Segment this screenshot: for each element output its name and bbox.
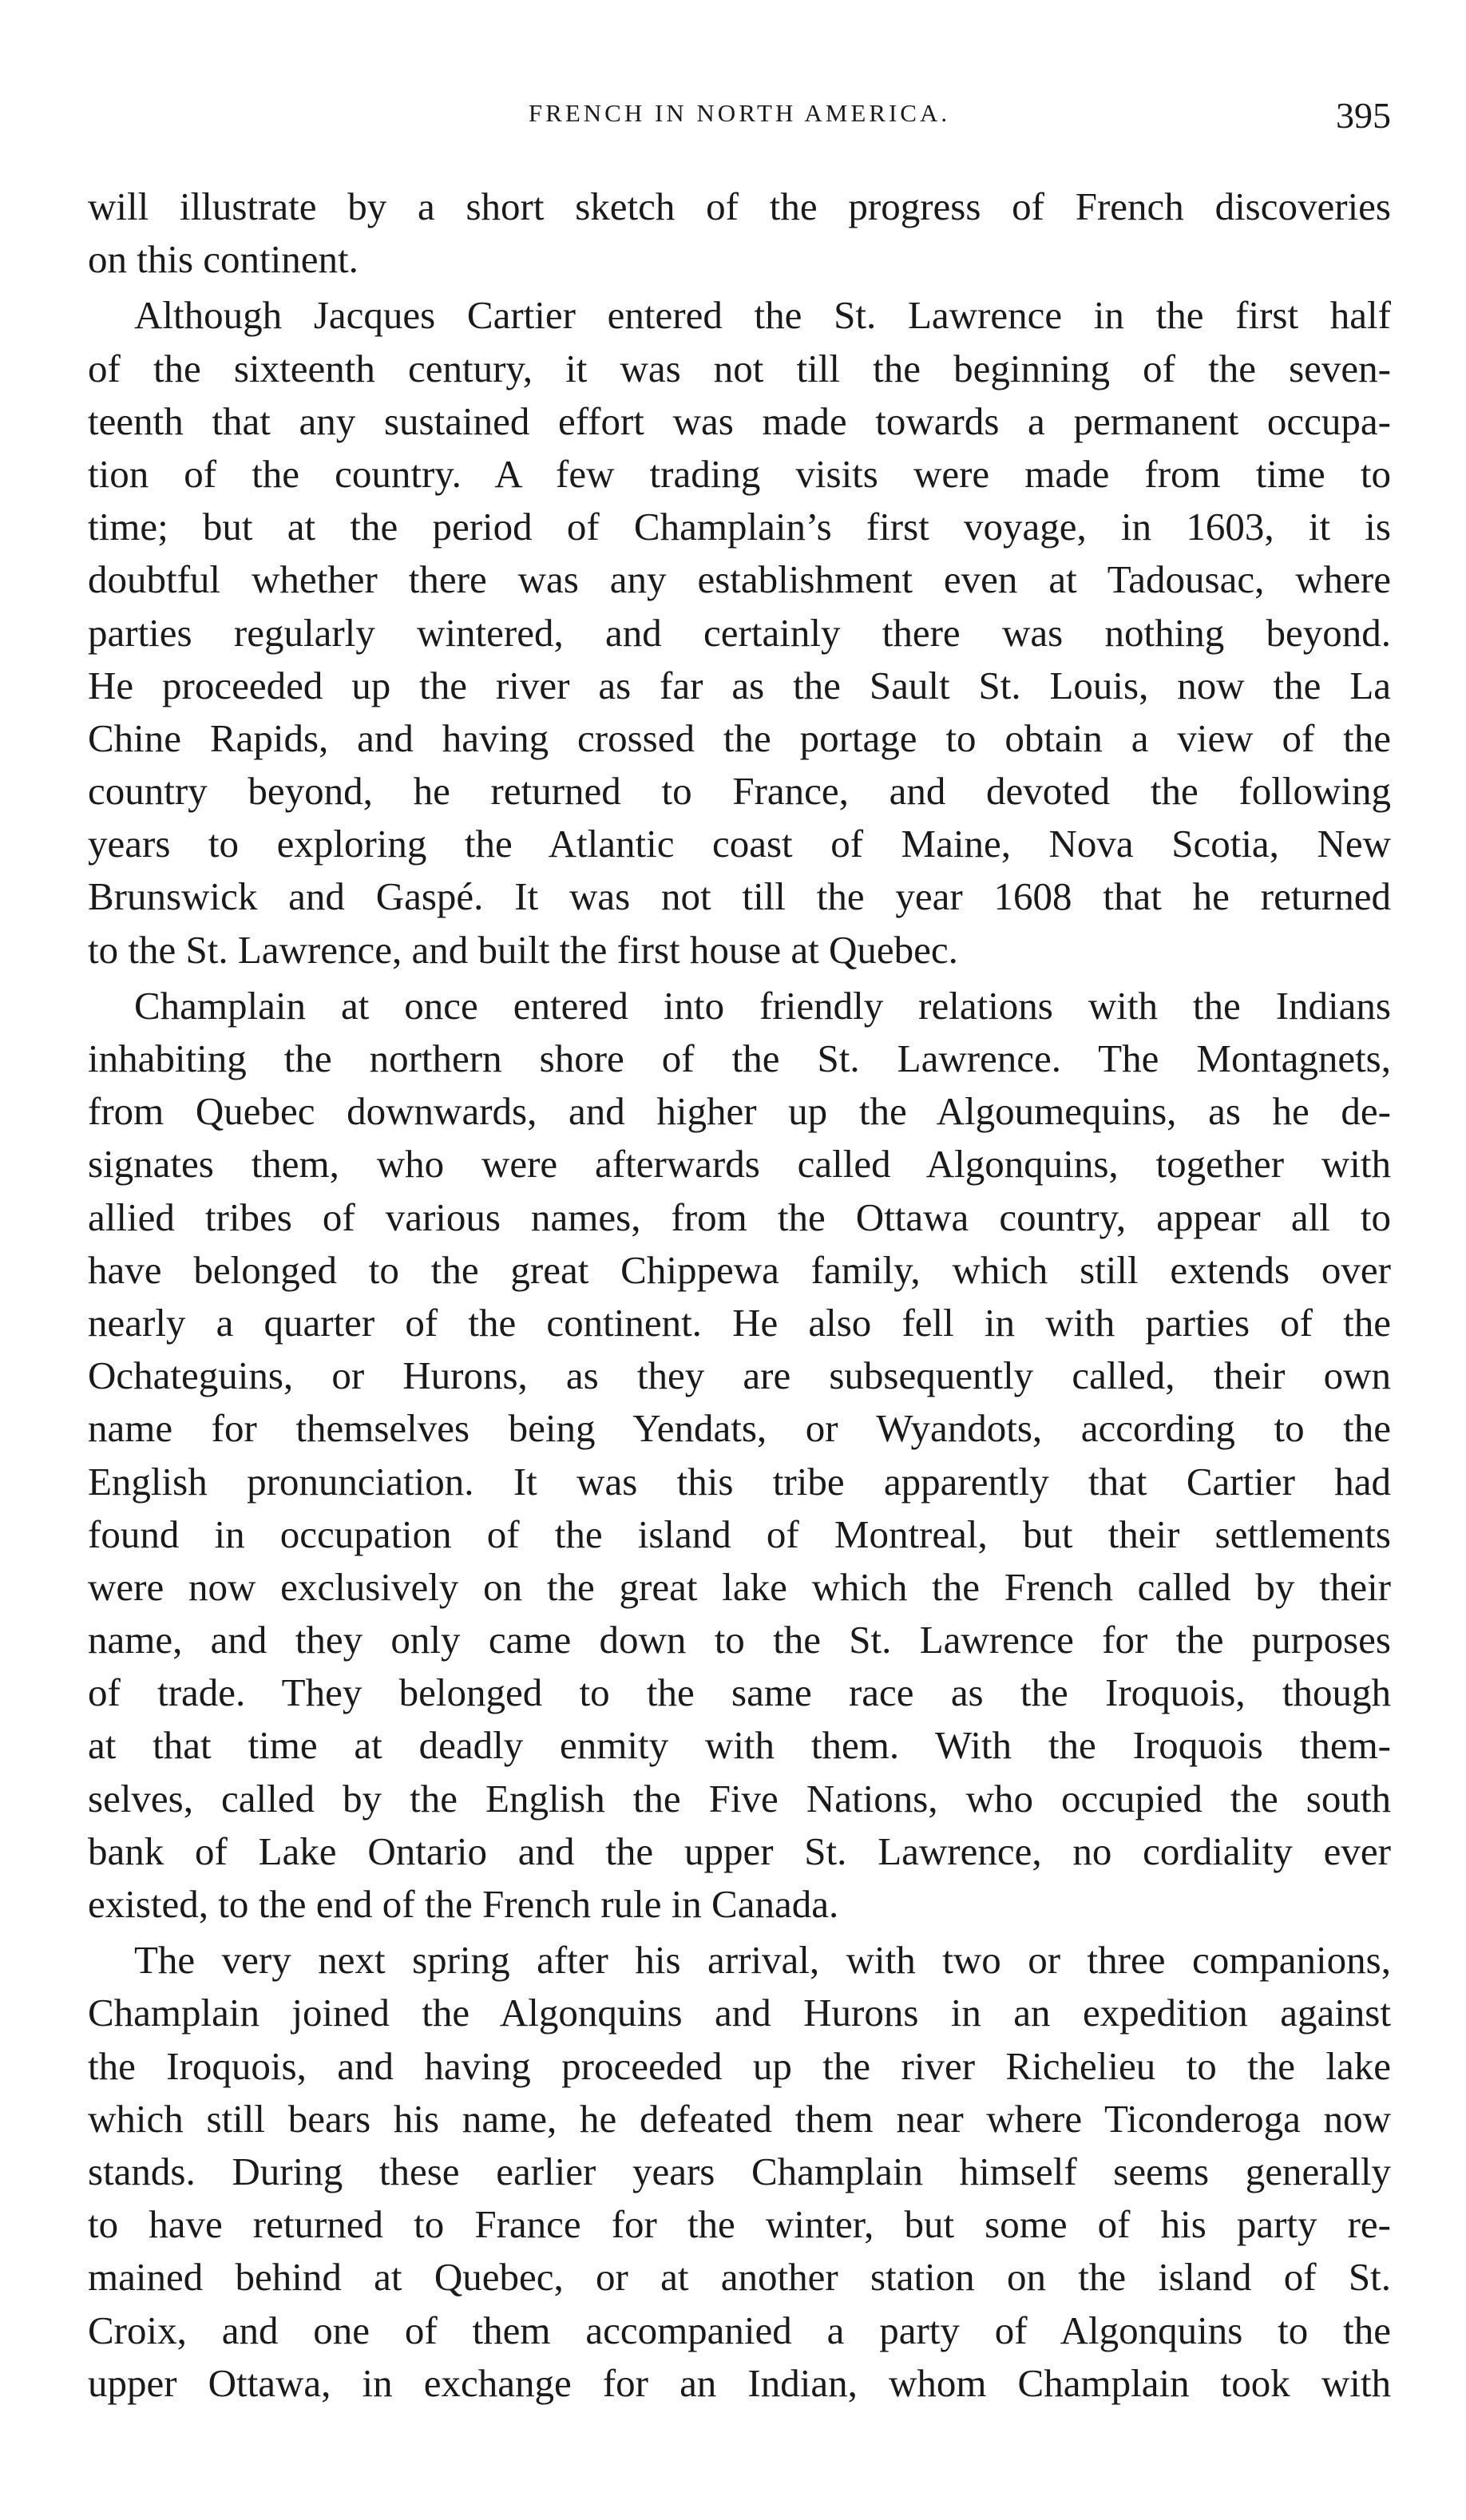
text-line: mained behind at Quebec, or at another station on the island of St. [88, 2255, 1391, 2300]
paragraph [88, 1934, 1391, 2410]
text-line: allied tribes of various names, from the Ottawa country, appear all to [88, 1195, 1391, 1239]
text-line: name, and they only came down to the St. Lawrence for the purposes [88, 1618, 1391, 1662]
text-line: tion of the country. A few trading visits were made from time to [88, 451, 1391, 496]
text-line: which still bears his name, he defeated them near where Ticonderoga now [88, 2096, 1391, 2141]
text-line: years to exploring the Atlantic coast of Maine, Nova Scotia, New [88, 822, 1391, 866]
text-line: at that time at deadly enmity with them. With the Iroquois them- [88, 1723, 1391, 1768]
text-line: will illustrate by a short sketch of the progress of French discoveries [88, 184, 1391, 228]
text-body [88, 180, 1391, 2413]
paragraph [88, 180, 1391, 286]
text-line: time; but at the period of Champlain’s first voyage, in 1603, it is [88, 505, 1391, 549]
text-line: He proceeded up the river as far as the Sault St. Louis, now the La [88, 663, 1391, 707]
text-line: on this continent. [88, 237, 359, 282]
text-line: stands. During these earlier years Champlain himself seems generally [88, 2149, 1391, 2193]
running-title: FRENCH IN NORTH AMERICA. [528, 99, 951, 127]
text-line: nearly a quarter of the continent. He also fell in with parties of the [88, 1300, 1391, 1345]
page-number: 395 [1336, 95, 1391, 136]
text-line: teenth that any sustained effort was made towards a permanent occupa- [88, 398, 1391, 443]
text-line: parties regularly wintered, and certainly there was nothing beyond. [88, 610, 1391, 655]
text-line: Croix, and one of them accompanied a party of Algonquins to the [88, 2308, 1391, 2352]
text-line: English pronunciation. It was this tribe apparently that Cartier had [88, 1459, 1391, 1504]
text-line: The very next spring after his arrival, with two or three companions, [134, 1938, 1391, 1983]
text-line: country beyond, he returned to France, and devoted the following [88, 769, 1391, 814]
text-line: found in occupation of the island of Montreal, but their settlements [88, 1512, 1391, 1556]
text-line: Although Jacques Cartier entered the St. Lawrence in the first half [134, 293, 1391, 338]
text-line: Champlain at once entered into friendly relations with the Indians [134, 983, 1391, 1028]
text-line: of trade. They belonged to the same race as the Iroquois, though [88, 1670, 1391, 1715]
text-line: Ochateguins, or Hurons, as they are subsequently called, their own [88, 1353, 1391, 1398]
text-line: from Quebec downwards, and higher up the Algoumequins, as he de- [88, 1089, 1391, 1134]
text-line: Chine Rapids, and having crossed the portage to obtain a view of the [88, 715, 1391, 760]
text-line: bank of Lake Ontario and the upper St. Lawrence, no cordiality ever [88, 1829, 1391, 1873]
text-line: doubtful whether there was any establishment even at Tadousac, where [88, 557, 1391, 602]
text-line: existed, to the end of the French rule in Canada. [88, 1882, 839, 1926]
text-line: signates them, who were afterwards called Algonquins, together with [88, 1142, 1391, 1187]
text-line: to have returned to France for the winter, but some of his party re- [88, 2202, 1391, 2247]
paragraph [88, 289, 1391, 976]
text-line: of the sixteenth century, it was not till the beginning of the seven- [88, 346, 1391, 390]
text-line: have belonged to the great Chippewa family, which still extends over [88, 1247, 1391, 1292]
text-line: inhabiting the northern shore of the St. Lawrence. The Montagnets, [88, 1036, 1391, 1080]
text-line: upper Ottawa, in exchange for an Indian, whom Champlain took with [88, 2360, 1391, 2405]
text-line: to the St. Lawrence, and built the first house at Quebec. [88, 927, 958, 972]
text-line: were now exclusively on the great lake which the French called by their [88, 1564, 1391, 1609]
paragraph [88, 980, 1391, 1931]
text-line: Brunswick and Gaspé. It was not till the year 1608 that he returned [88, 874, 1391, 919]
text-line: name for themselves being Yendats, or Wyandots, according to the [88, 1406, 1391, 1451]
text-line: selves, called by the English the Five Nations, who occupied the south [88, 1776, 1391, 1821]
running-head [88, 94, 1391, 142]
text-line: the Iroquois, and having proceeded up the river Richelieu to the lake [88, 2043, 1391, 2088]
text-line: Champlain joined the Algonquins and Hurons in an expedition against [88, 1991, 1391, 2035]
